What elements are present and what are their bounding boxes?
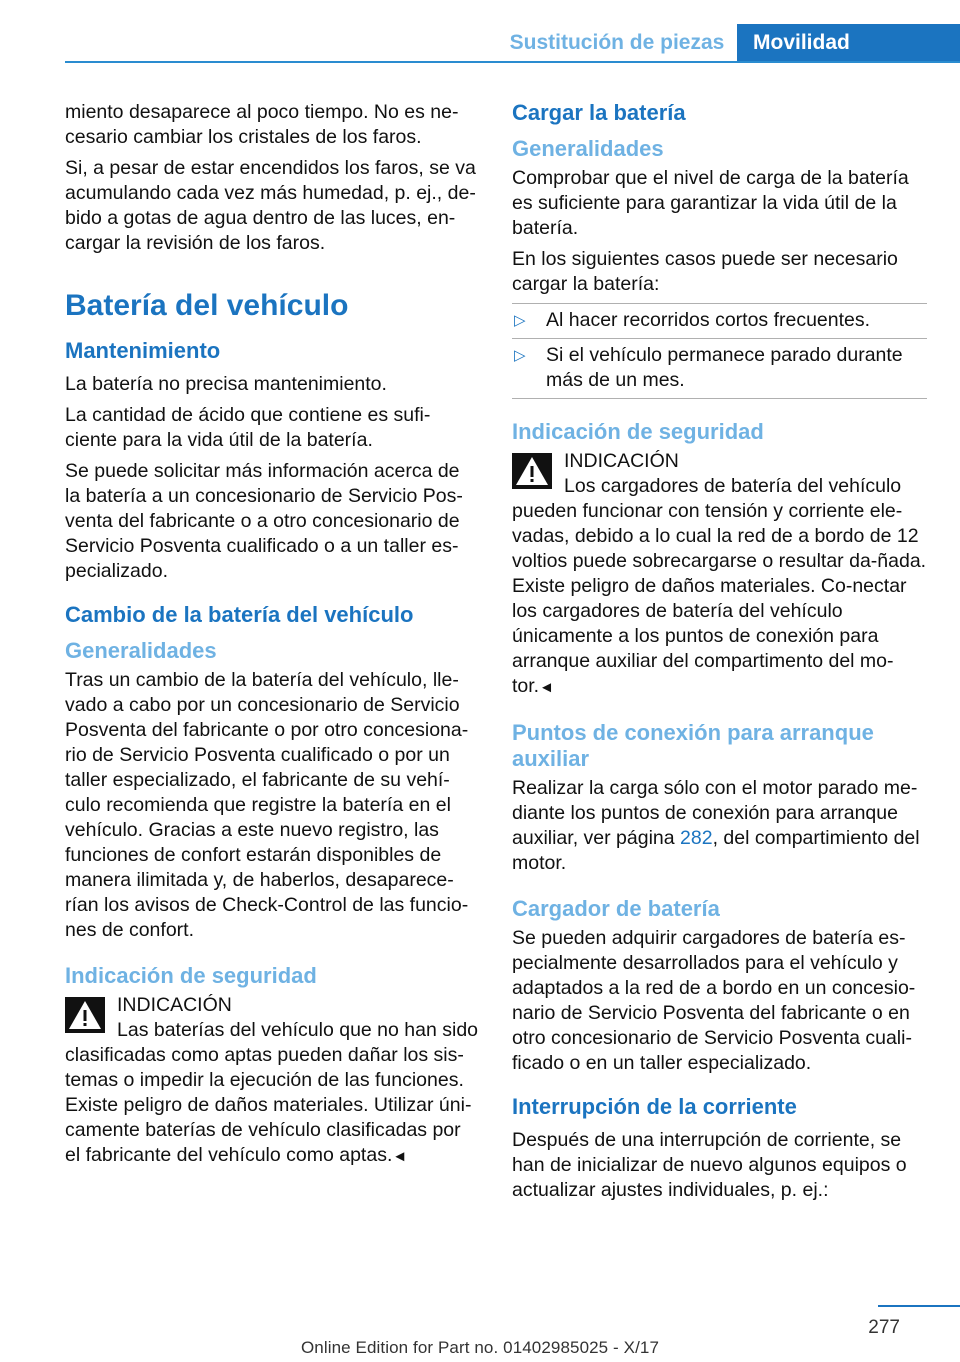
paragraph: Si, a pesar de estar encendidos los faros, se va acumulando cada vez más humedad, p. ej., de‐bido a gotas de agua dentro de las luces, en‐cargar la revisión de los faros. bbox=[65, 157, 476, 254]
subsection-heading-interrupcion: Interrupción de la corriente bbox=[512, 1094, 797, 1119]
subheading-seguridad: Indicación de seguridad bbox=[512, 419, 764, 444]
paragraph: En los siguientes casos puede ser necesario cargar la batería: bbox=[512, 248, 898, 295]
subsection-heading-cargar: Cargar la batería bbox=[512, 100, 686, 125]
paragraph: Se puede solicitar más información acerca de la batería a un concesionario de Servicio Pos‐venta del fabricante o a otro concesionario de Servicio Posventa cualificado o a un taller es‐pecializado. bbox=[65, 460, 463, 582]
warning-notice bbox=[65, 993, 480, 1169]
paragraph-text: Realizar la carga sólo con el motor parado me‐diante los puntos de conexión para arranque auxiliar, ver página bbox=[512, 777, 918, 849]
warning-notice bbox=[512, 449, 927, 700]
notice-label: INDICACIÓN bbox=[564, 450, 679, 472]
bullet-list bbox=[512, 303, 927, 399]
bullet-arrow-icon: ▷ bbox=[514, 347, 526, 364]
notice-text: Las baterías del vehículo que no han sido clasificadas como aptas pueden dañar los sis‐temas o impedir la ejecución de las funciones. Existe peligro de daños materiales. Utilizar úni‐camente baterías de vehículo clasificadas por el fabricante del vehículo como aptas. bbox=[65, 1019, 479, 1166]
end-mark: ◄ bbox=[539, 679, 554, 696]
warning-icon bbox=[512, 453, 552, 489]
subheading-generalidades: Generalidades bbox=[65, 638, 217, 663]
edition-footer: Online Edition for Part no. 01402985025 - X/17 bbox=[300, 1338, 660, 1357]
subheading-seguridad: Indicación de seguridad bbox=[65, 963, 317, 988]
paragraph: La cantidad de ácido que contiene es sufi‐ciente para la vida útil de la batería. bbox=[65, 404, 431, 451]
list-item-text: Si el vehículo permanece parado durante más de un mes. bbox=[546, 344, 903, 391]
subheading-cargador: Cargador de batería bbox=[512, 896, 720, 921]
paragraph-text: , del compartimiento del motor. bbox=[512, 827, 920, 874]
paragraph bbox=[512, 776, 927, 876]
notice-text: Los cargadores de batería del vehículo pueden funcionar con tensión y corriente ele‐vadas, debido a lo cual la red de a bordo de 12 voltios puede sobrecargarse o resultar da‐ñada. Existe peligro de daños materiales. Co‐nectar los cargadores de batería del vehículo únicamente a los puntos de conexión para arranque auxiliar del compartimento del mo‐tor. bbox=[512, 475, 927, 697]
footer-rule bbox=[878, 1305, 960, 1307]
page-number: 277 bbox=[868, 1317, 900, 1338]
paragraph: La batería no precisa mantenimiento. bbox=[65, 373, 387, 395]
bullet-arrow-icon: ▷ bbox=[514, 312, 526, 329]
page-header bbox=[0, 0, 960, 62]
end-mark: ◄ bbox=[392, 1148, 408, 1165]
paragraph: Comprobar que el nivel de carga de la batería es suficiente para garantizar la vida útil de la batería. bbox=[512, 167, 909, 239]
section-title: Batería del vehículo bbox=[65, 289, 349, 322]
chapter-tab[interactable]: Movilidad bbox=[737, 24, 960, 61]
header-rule bbox=[65, 61, 960, 63]
notice-label: INDICACIÓN bbox=[117, 994, 232, 1016]
warning-icon bbox=[65, 997, 105, 1033]
subsection-heading-cambio: Cambio de la batería del vehículo bbox=[65, 602, 414, 627]
right-column bbox=[512, 100, 927, 1209]
subheading-generalidades: Generalidades bbox=[512, 136, 664, 161]
paragraph: Después de una interrupción de corriente, se han de inicializar de nuevo algunos equipos o actualizar ajustes individuales, p. ej.: bbox=[512, 1129, 907, 1201]
list-item bbox=[512, 303, 927, 338]
list-item bbox=[512, 338, 927, 399]
paragraph: Se pueden adquirir cargadores de batería es‐pecialmente desarrollados para el vehículo y adaptados a la red de a bordo en un concesio‐nario de Servicio Posventa del fabricante o en otro concesionario de Servicio Posventa cuali‐ficado o en un taller especializado. bbox=[512, 927, 916, 1074]
list-item-text: Al hacer recorridos cortos frecuentes. bbox=[546, 309, 871, 331]
paragraph: Tras un cambio de la batería del vehículo, lle‐vado a cabo por un concesionario de Servicio Posventa del fabricante o por otro concesiona‐rio de Servicio Posventa cualificado o por un taller especializado, el fabricante de su vehí‐culo recomienda que registre la batería en el vehículo. Gracias a este nuevo registro, las funciones de confort estarán disponibles de manera ilimitada y, de haberlos, desaparece‐rían los avisos de Check-Control de las funcio‐nes de confort. bbox=[65, 669, 469, 941]
paragraph: miento desaparece al poco tiempo. No es ne‐cesario cambiar los cristales de los faros. bbox=[65, 101, 459, 148]
section-tab[interactable]: Sustitución de piezas bbox=[509, 30, 725, 54]
subsection-heading-mantenimiento: Mantenimiento bbox=[65, 338, 221, 363]
subheading-puntos-conexion: Puntos de conexión para arranque auxiliar bbox=[512, 720, 874, 771]
left-column bbox=[65, 100, 480, 1169]
page-link[interactable]: 282 bbox=[680, 827, 713, 849]
